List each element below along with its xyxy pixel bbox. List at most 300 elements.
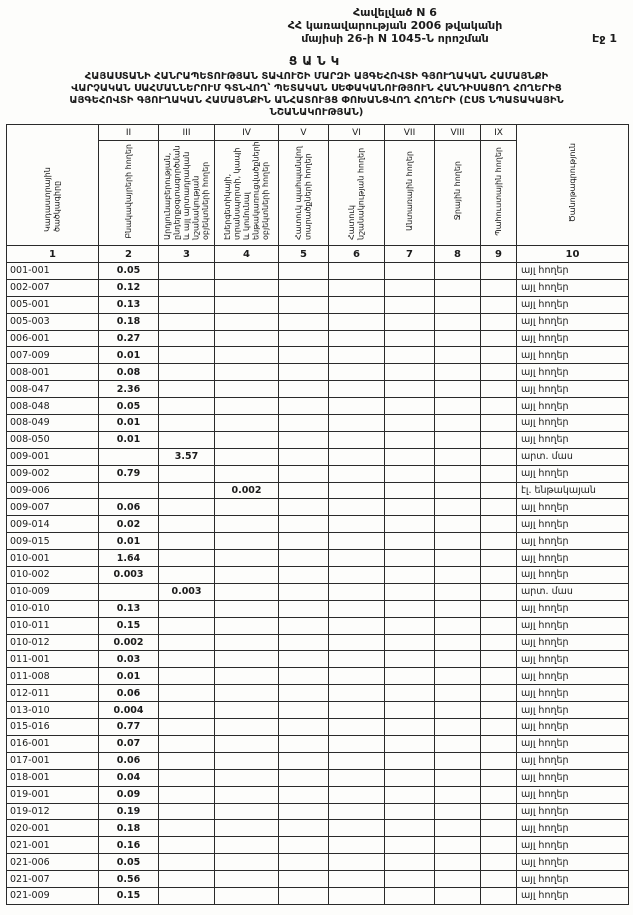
area-value-cell: [159, 381, 215, 398]
area-value-cell: 0.01: [99, 431, 159, 448]
area-value-cell: [279, 415, 329, 432]
area-value-cell: [215, 803, 279, 820]
table-row: [7, 769, 629, 786]
cadastral-code-cell: 021-006: [7, 854, 99, 871]
area-value-cell: [435, 786, 481, 803]
table-row: [7, 854, 629, 871]
note-header-text: Ծանոթագրություն: [567, 143, 577, 223]
area-value-cell: [435, 600, 481, 617]
area-value-cell: [215, 347, 279, 364]
area-value-cell: [435, 381, 481, 398]
area-value-cell: [329, 364, 385, 381]
cadastral-code-cell: 012-011: [7, 685, 99, 702]
area-value-cell: [481, 786, 517, 803]
area-value-cell: [435, 263, 481, 280]
cadastral-code-cell: 010-002: [7, 567, 99, 584]
category-header-col5: [279, 141, 329, 246]
area-value-cell: [385, 398, 435, 415]
area-value-cell: 0.13: [99, 296, 159, 313]
area-value-cell: [435, 634, 481, 651]
cadastral-code-cell: 010-009: [7, 583, 99, 600]
table-row: [7, 465, 629, 482]
area-value-cell: [435, 448, 481, 465]
cadastral-code-cell: 019-012: [7, 803, 99, 820]
area-value-cell: [279, 398, 329, 415]
cadastral-code-cell: 010-012: [7, 634, 99, 651]
note-cell: այլ հողեր: [517, 786, 629, 803]
area-value-cell: [159, 634, 215, 651]
area-value-cell: [215, 600, 279, 617]
area-value-cell: [279, 752, 329, 769]
cadastral-code-cell: 008-049: [7, 415, 99, 432]
cadastral-code-header: [7, 125, 99, 246]
column-number-8: 8: [435, 246, 481, 263]
area-value-cell: [159, 263, 215, 280]
area-value-cell: [385, 786, 435, 803]
table-row: [7, 398, 629, 415]
area-value-cell: [481, 837, 517, 854]
area-value-cell: [215, 415, 279, 432]
note-cell: այլ հողեր: [517, 837, 629, 854]
cadastral-code-cell: 009-001: [7, 448, 99, 465]
area-value-cell: [435, 431, 481, 448]
roman-numeral-vii: VII: [385, 125, 435, 141]
table-row: [7, 719, 629, 736]
area-value-cell: 0.03: [99, 651, 159, 668]
area-value-cell: [435, 516, 481, 533]
cadastral-code-cell: 020-001: [7, 820, 99, 837]
appendix-line-1: Հավելված N 6: [353, 6, 437, 19]
area-value-cell: [481, 431, 517, 448]
area-value-cell: [279, 279, 329, 296]
note-cell: այլ հողեր: [517, 803, 629, 820]
area-value-cell: [279, 465, 329, 482]
area-value-cell: [435, 719, 481, 736]
table-row: [7, 837, 629, 854]
table-row: [7, 381, 629, 398]
area-value-cell: [435, 279, 481, 296]
area-value-cell: [329, 617, 385, 634]
area-value-cell: [481, 634, 517, 651]
note-cell: այլ հողեր: [517, 651, 629, 668]
area-value-cell: [385, 837, 435, 854]
cadastral-code-cell: 008-048: [7, 398, 99, 415]
area-value-cell: [279, 296, 329, 313]
cadastral-code-cell: 008-001: [7, 364, 99, 381]
area-value-cell: [481, 871, 517, 888]
area-value-cell: [159, 347, 215, 364]
area-value-cell: 0.003: [99, 567, 159, 584]
cadastral-code-cell: 009-014: [7, 516, 99, 533]
area-value-cell: [159, 533, 215, 550]
area-value-cell: [481, 279, 517, 296]
area-value-cell: [159, 415, 215, 432]
area-value-cell: [481, 448, 517, 465]
area-value-cell: [279, 719, 329, 736]
area-value-cell: [159, 431, 215, 448]
area-value-cell: [215, 330, 279, 347]
area-value-cell: [481, 685, 517, 702]
area-value-cell: [435, 854, 481, 871]
area-value-cell: [159, 482, 215, 499]
area-value-cell: [159, 499, 215, 516]
area-value-cell: [435, 330, 481, 347]
note-cell: այլ հողեր: [517, 465, 629, 482]
roman-numeral-ix: IX: [481, 125, 517, 141]
category-header-col8: [435, 141, 481, 246]
area-value-cell: [279, 634, 329, 651]
area-value-cell: [279, 702, 329, 719]
area-value-cell: 0.56: [99, 871, 159, 888]
table-row: [7, 752, 629, 769]
cadastral-code-cell: 011-008: [7, 668, 99, 685]
area-value-cell: [385, 752, 435, 769]
cadastral-code-cell: 006-001: [7, 330, 99, 347]
table-row: [7, 735, 629, 752]
area-value-cell: [435, 296, 481, 313]
cadastral-code-cell: 010-001: [7, 550, 99, 567]
area-value-cell: [279, 854, 329, 871]
area-value-cell: [481, 617, 517, 634]
area-value-cell: [329, 887, 385, 904]
table-row: [7, 567, 629, 584]
area-value-cell: [481, 516, 517, 533]
area-value-cell: [329, 550, 385, 567]
area-value-cell: [279, 685, 329, 702]
area-value-cell: [385, 347, 435, 364]
area-value-cell: [215, 381, 279, 398]
area-value-cell: [159, 854, 215, 871]
area-value-cell: [279, 567, 329, 584]
note-cell: արտ. մաս: [517, 448, 629, 465]
area-value-cell: [159, 516, 215, 533]
area-value-cell: [385, 499, 435, 516]
cadastral-code-cell: 018-001: [7, 769, 99, 786]
table-row: [7, 296, 629, 313]
area-value-cell: [279, 330, 329, 347]
area-value-cell: [279, 735, 329, 752]
table-row: [7, 431, 629, 448]
cadastral-code-cell: 009-006: [7, 482, 99, 499]
area-value-cell: [329, 415, 385, 432]
category-header-col4: [215, 141, 279, 246]
area-value-cell: 0.79: [99, 465, 159, 482]
area-value-cell: [215, 871, 279, 888]
area-value-cell: [215, 516, 279, 533]
area-value-cell: [385, 415, 435, 432]
area-value-cell: [159, 786, 215, 803]
table-row: [7, 668, 629, 685]
table-row: [7, 617, 629, 634]
area-value-cell: [385, 617, 435, 634]
cadastral-code-cell: 005-001: [7, 296, 99, 313]
column-number-1: 1: [7, 246, 99, 263]
area-value-cell: 2.36: [99, 381, 159, 398]
table-row: [7, 516, 629, 533]
cadastral-code-cell: 007-009: [7, 347, 99, 364]
table-row: [7, 448, 629, 465]
area-value-cell: [481, 583, 517, 600]
area-value-cell: 0.09: [99, 786, 159, 803]
table-row: [7, 702, 629, 719]
note-header: [517, 125, 629, 246]
area-value-cell: [215, 837, 279, 854]
area-value-cell: [215, 651, 279, 668]
note-cell: էլ. ենթակայան: [517, 482, 629, 499]
column-number-5: 5: [279, 246, 329, 263]
area-value-cell: 0.01: [99, 347, 159, 364]
note-cell: այլ հողեր: [517, 871, 629, 888]
cadastral-code-cell: 021-007: [7, 871, 99, 888]
cadastral-code-cell: 009-007: [7, 499, 99, 516]
area-value-cell: [279, 364, 329, 381]
column-number-3: 3: [159, 246, 215, 263]
area-value-cell: [215, 550, 279, 567]
area-value-cell: [329, 583, 385, 600]
area-value-cell: 0.12: [99, 279, 159, 296]
area-value-cell: [481, 735, 517, 752]
area-value-cell: [215, 769, 279, 786]
area-value-cell: [159, 820, 215, 837]
area-value-cell: [279, 820, 329, 837]
area-value-cell: [435, 617, 481, 634]
table-row: [7, 651, 629, 668]
area-value-cell: [159, 296, 215, 313]
area-value-cell: [329, 651, 385, 668]
roman-numeral-iii: III: [159, 125, 215, 141]
area-value-cell: [329, 803, 385, 820]
area-value-cell: [385, 583, 435, 600]
table-row: [7, 279, 629, 296]
area-value-cell: [329, 296, 385, 313]
note-cell: այլ հողեր: [517, 854, 629, 871]
area-value-cell: [385, 330, 435, 347]
area-value-cell: 0.18: [99, 313, 159, 330]
area-value-cell: [329, 685, 385, 702]
table-row: [7, 634, 629, 651]
category-header-col5-text: Հատուկ պահպանվող տարածքների հողեր: [294, 146, 313, 240]
area-value-cell: [329, 499, 385, 516]
area-value-cell: [215, 279, 279, 296]
category-header-col6: [329, 141, 385, 246]
area-value-cell: [215, 448, 279, 465]
area-value-cell: [279, 600, 329, 617]
area-value-cell: [215, 263, 279, 280]
area-value-cell: [329, 854, 385, 871]
table-row: [7, 803, 629, 820]
area-value-cell: [481, 263, 517, 280]
area-value-cell: [215, 668, 279, 685]
area-value-cell: [329, 398, 385, 415]
table-row: [7, 786, 629, 803]
note-cell: այլ հողեր: [517, 769, 629, 786]
area-value-cell: [159, 313, 215, 330]
appendix-line-3: մայիսի 26-ի N 1045-Ն որոշման: [301, 32, 489, 45]
area-value-cell: [279, 313, 329, 330]
area-value-cell: [435, 651, 481, 668]
area-value-cell: [385, 296, 435, 313]
area-value-cell: [385, 550, 435, 567]
area-value-cell: [435, 567, 481, 584]
area-value-cell: [435, 837, 481, 854]
area-value-cell: 0.05: [99, 398, 159, 415]
area-value-cell: [385, 803, 435, 820]
area-value-cell: [215, 431, 279, 448]
area-value-cell: [329, 752, 385, 769]
area-value-cell: [385, 685, 435, 702]
table-row: [7, 600, 629, 617]
area-value-cell: [435, 482, 481, 499]
cadastral-code-cell: 009-015: [7, 533, 99, 550]
area-value-cell: 0.08: [99, 364, 159, 381]
area-value-cell: 0.19: [99, 803, 159, 820]
area-value-cell: [159, 803, 215, 820]
area-value-cell: [215, 702, 279, 719]
note-cell: այլ հողեր: [517, 702, 629, 719]
area-value-cell: [159, 567, 215, 584]
area-value-cell: [329, 533, 385, 550]
area-value-cell: [215, 617, 279, 634]
area-value-cell: [279, 448, 329, 465]
area-value-cell: [435, 415, 481, 432]
area-value-cell: [481, 465, 517, 482]
cadastral-code-cell: 013-010: [7, 702, 99, 719]
area-value-cell: [435, 685, 481, 702]
cadastral-code-cell: 001-001: [7, 263, 99, 280]
roman-numeral-iv: IV: [215, 125, 279, 141]
area-value-cell: [215, 752, 279, 769]
area-value-cell: [481, 330, 517, 347]
category-header-col9: [481, 141, 517, 246]
table-row: [7, 550, 629, 567]
land-parcel-table: [6, 124, 629, 905]
area-value-cell: [279, 871, 329, 888]
cadastral-code-header-text: Կադաստրային ծածկագիրը: [43, 167, 62, 232]
area-value-cell: [329, 871, 385, 888]
note-cell: այլ հողեր: [517, 516, 629, 533]
area-value-cell: [481, 769, 517, 786]
area-value-cell: [159, 330, 215, 347]
table-row: [7, 820, 629, 837]
area-value-cell: [279, 786, 329, 803]
cadastral-code-cell: 017-001: [7, 752, 99, 769]
table-row: [7, 583, 629, 600]
area-value-cell: [279, 516, 329, 533]
table-row: [7, 871, 629, 888]
document-subtitle: ՀԱՅԱՍՏԱՆԻ ՀԱՆՐԱՊԵՏՈՒԹՅԱՆ ՏԱՎՈՒՇԻ ՄԱՐԶԻ ԱՅԳԵՀՈՎՏԻ ԳՅՈՒՂԱԿԱՆ ՀԱՄԱՅՆՔԻ ՎԱՐՉԱԿԱՆ ՍԱՀՄԱՆՆԵՐՈՒՄ ԳՏՆՎՈՂ՝ ՊԵՏԱԿԱՆ ՍԵՓԱԿԱՆՈՒԹՅՈՒՆ ՀԱՆԴԻՍԱՑՈՂ ՀՈՂԵՐԻՑ ԱՅԳԵՀՈՎՏԻ ԳՅՈՒՂԱԿԱՆ ՀԱՄԱՅՆՔԻՆ ԱՆՀԱՏՈՒՅՑ ՓՈԽԱՆՑՎՈՂ ՀՈՂԵՐԻ (ԸՍՏ ՆՊԱՏԱԿԱՅԻՆ ՆՇԱՆԱԿՈՒԹՅԱՆ): [69, 71, 564, 118]
table-head: [7, 125, 629, 263]
area-value-cell: [159, 719, 215, 736]
area-value-cell: [385, 735, 435, 752]
area-value-cell: [329, 634, 385, 651]
area-value-cell: [435, 499, 481, 516]
note-cell: այլ հողեր: [517, 685, 629, 702]
area-value-cell: [385, 482, 435, 499]
note-cell: այլ հողեր: [517, 820, 629, 837]
area-value-cell: 0.27: [99, 330, 159, 347]
area-value-cell: 0.01: [99, 668, 159, 685]
area-value-cell: [279, 769, 329, 786]
area-value-cell: 0.004: [99, 702, 159, 719]
area-value-cell: [385, 279, 435, 296]
table-row: [7, 887, 629, 904]
note-cell: այլ հողեր: [517, 752, 629, 769]
area-value-cell: [329, 837, 385, 854]
area-value-cell: [435, 313, 481, 330]
area-value-cell: 0.77: [99, 719, 159, 736]
area-value-cell: 0.06: [99, 752, 159, 769]
note-cell: այլ հողեր: [517, 313, 629, 330]
area-value-cell: [329, 567, 385, 584]
area-value-cell: 3.57: [159, 448, 215, 465]
area-value-cell: [385, 313, 435, 330]
area-value-cell: [435, 465, 481, 482]
note-cell: այլ հողեր: [517, 398, 629, 415]
area-value-cell: 0.15: [99, 617, 159, 634]
area-value-cell: [435, 583, 481, 600]
cadastral-code-cell: 011-001: [7, 651, 99, 668]
area-value-cell: [159, 550, 215, 567]
area-value-cell: [329, 465, 385, 482]
area-value-cell: [385, 668, 435, 685]
area-value-cell: [159, 887, 215, 904]
roman-numeral-viii: VIII: [435, 125, 481, 141]
area-value-cell: [385, 381, 435, 398]
category-header-col7: [385, 141, 435, 246]
area-value-cell: 0.15: [99, 887, 159, 904]
area-value-cell: [215, 854, 279, 871]
note-cell: այլ հողեր: [517, 431, 629, 448]
area-value-cell: [481, 415, 517, 432]
area-value-cell: 0.13: [99, 600, 159, 617]
area-value-cell: [99, 448, 159, 465]
note-cell: այլ հողեր: [517, 279, 629, 296]
note-cell: այլ հողեր: [517, 347, 629, 364]
note-cell: այլ հողեր: [517, 887, 629, 904]
note-cell: այլ հողեր: [517, 719, 629, 736]
page-number: Էջ 1: [592, 32, 617, 45]
area-value-cell: [159, 364, 215, 381]
area-value-cell: [159, 769, 215, 786]
category-header-col3-text: Արդյունաբերության, ընդերքօգտագործման և այլ արտադրական նշանակության օբյեկտների հողեր: [162, 145, 210, 240]
area-value-cell: [385, 465, 435, 482]
column-number-10: 10: [517, 246, 629, 263]
area-value-cell: [481, 668, 517, 685]
area-value-cell: [385, 871, 435, 888]
area-value-cell: [215, 465, 279, 482]
area-value-cell: 0.002: [99, 634, 159, 651]
area-value-cell: [435, 887, 481, 904]
area-value-cell: [279, 837, 329, 854]
table-row: [7, 415, 629, 432]
area-value-cell: [481, 381, 517, 398]
area-value-cell: [385, 364, 435, 381]
area-value-cell: [215, 786, 279, 803]
area-value-cell: [329, 820, 385, 837]
area-value-cell: [215, 634, 279, 651]
area-value-cell: [215, 583, 279, 600]
area-value-cell: [481, 803, 517, 820]
area-value-cell: [99, 583, 159, 600]
area-value-cell: [329, 516, 385, 533]
table-row: [7, 685, 629, 702]
area-value-cell: 0.003: [159, 583, 215, 600]
area-value-cell: [435, 668, 481, 685]
area-value-cell: [329, 786, 385, 803]
appendix-line-2: ՀՀ կառավարության 2006 թվականի: [287, 19, 503, 32]
area-value-cell: [215, 887, 279, 904]
area-value-cell: [279, 550, 329, 567]
